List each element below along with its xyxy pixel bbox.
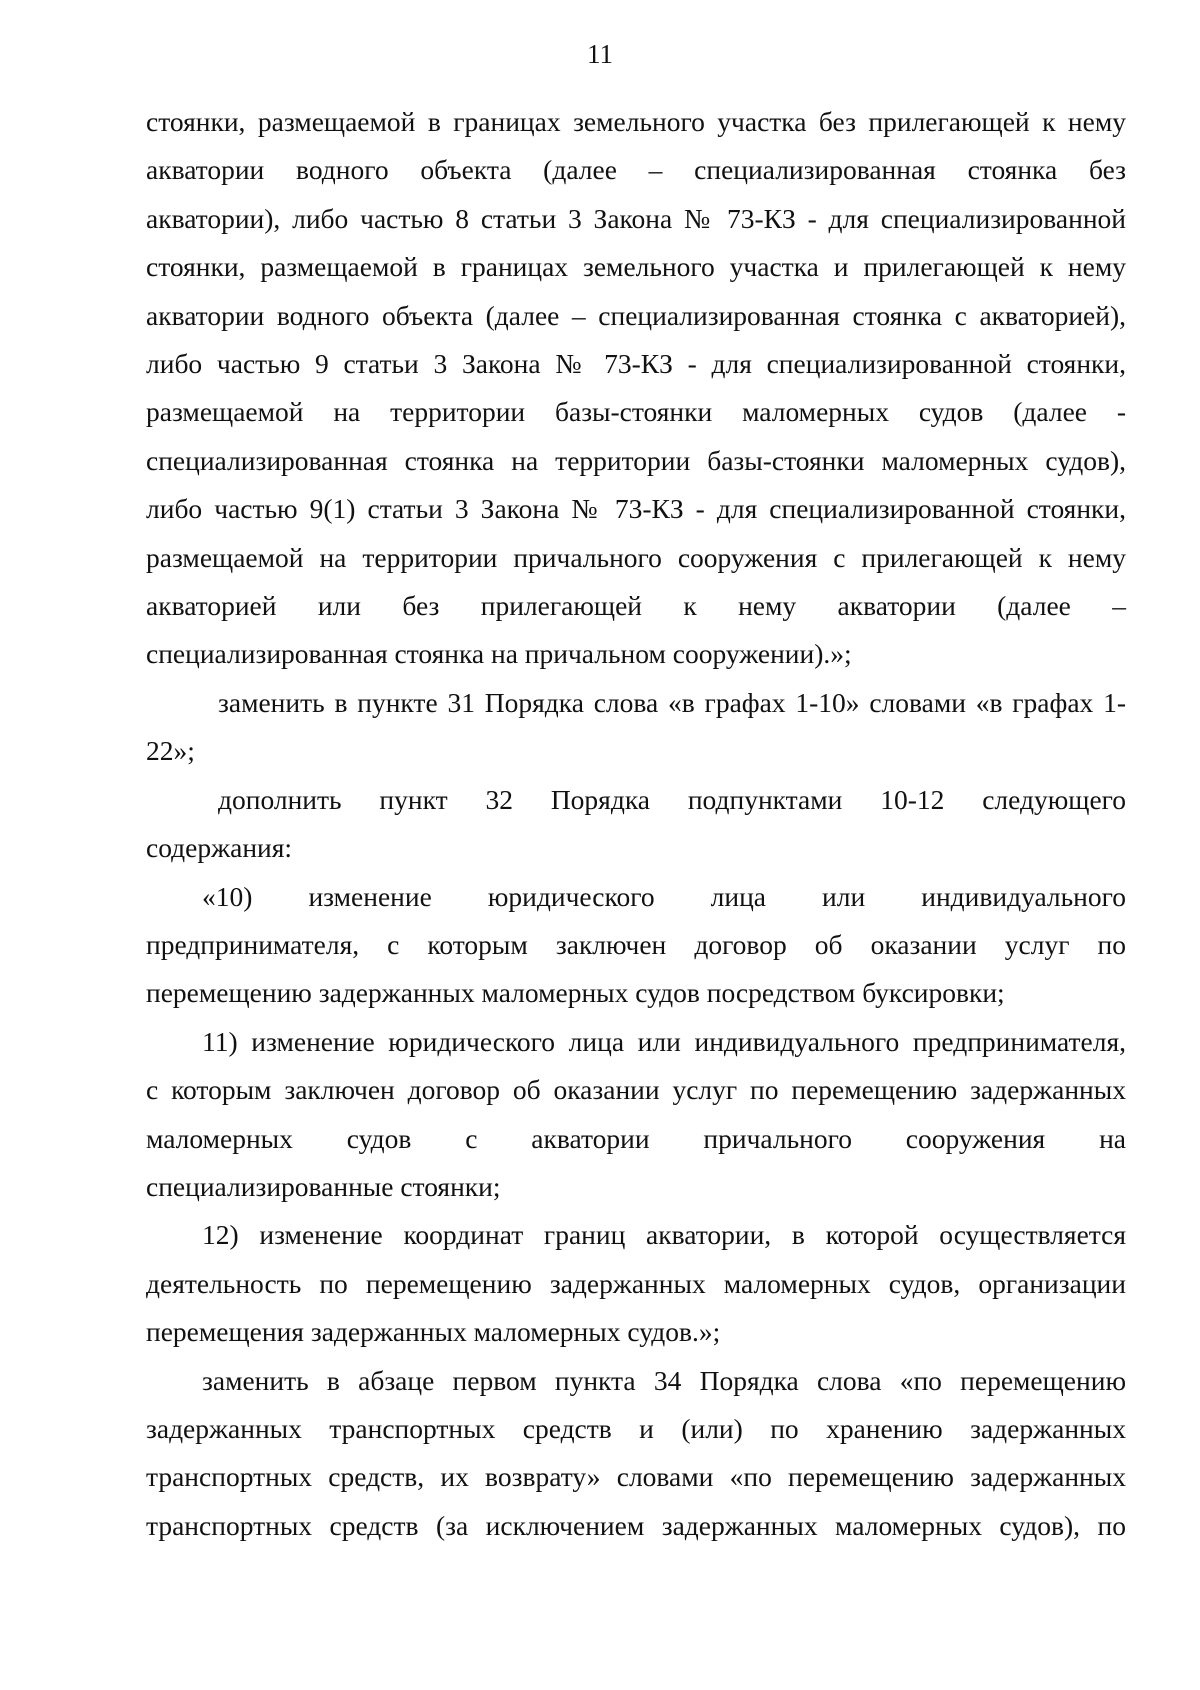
text-line: акваторией или без прилегающей к нему акватории (далее –	[146, 590, 1126, 622]
text-line: с которым заключен договор об оказании услуг по перемещению задержанных	[146, 1074, 1126, 1106]
paragraph-subpoint-11	[146, 1018, 1126, 1212]
paragraph-replace-point-31	[146, 679, 1126, 776]
text-line: размещаемой на территории причального сооружения с прилегающей к нему	[146, 541, 1126, 573]
text-line: перемещения задержанных маломерных судов.»;	[146, 1316, 721, 1348]
text-line: транспортных средств (за исключением задержанных маломерных судов), по	[146, 1509, 1126, 1541]
paragraph-subpoint-12	[146, 1211, 1126, 1356]
text-line: специализированная стоянка на территории базы-стоянки маломерных судов),	[146, 444, 1126, 476]
text-line: «10) изменение юридического лица или индивидуального	[202, 880, 1126, 912]
text-line: транспортных средств, их возврату» словами «по перемещению задержанных	[146, 1461, 1126, 1493]
text-line: заменить в пункте 31 Порядка слова «в графах 1-10» словами «в графах 1-	[218, 686, 1126, 718]
text-line: акватории водного объекта (далее – специализированная стоянка без	[146, 154, 1126, 186]
text-line: специализированные стоянки;	[146, 1170, 501, 1202]
paragraph-replace-point-34	[146, 1357, 1126, 1551]
paragraph-vessel-parking-types	[146, 98, 1126, 679]
text-line: размещаемой на территории базы-стоянки маломерных судов (далее -	[146, 396, 1126, 428]
text-line: акватории), либо частью 8 статьи 3 Закона № 73-КЗ - для специализированной	[146, 202, 1126, 234]
text-line: 11) изменение юридического лица или индивидуального предпринимателя,	[202, 1025, 1126, 1057]
text-line: деятельность по перемещению задержанных маломерных судов, организации	[146, 1267, 1126, 1299]
text-line: дополнить пункт 32 Порядка подпунктами 10-12 следующего	[218, 783, 1126, 815]
document-body	[146, 98, 1126, 1550]
text-line: 22»;	[146, 735, 195, 767]
text-line: 12) изменение координат границ акватории, в которой осуществляется	[202, 1219, 1126, 1251]
text-line: либо частью 9 статьи 3 Закона № 73-КЗ - для специализированной стоянки,	[146, 348, 1126, 380]
text-line: стоянки, размещаемой в границах земельного участка и прилегающей к нему	[146, 251, 1126, 283]
text-line: маломерных судов с акватории причального сооружения на	[146, 1122, 1126, 1154]
text-line: специализированная стоянка на причальном сооружении).»;	[146, 638, 852, 670]
text-line: акватории водного объекта (далее – специализированная стоянка с акваторией),	[146, 299, 1126, 331]
page-number: 11	[587, 39, 613, 69]
text-line: перемещению задержанных маломерных судов посредством буксировки;	[146, 977, 1005, 1009]
text-line: предпринимателя, с которым заключен договор об оказании услуг по	[146, 928, 1126, 960]
text-line: стоянки, размещаемой в границах земельного участка без прилегающей к нему	[146, 106, 1126, 137]
text-line: задержанных транспортных средств и (или) по хранению задержанных	[146, 1412, 1126, 1444]
text-line: содержания:	[146, 832, 293, 864]
paragraph-subpoint-10	[146, 873, 1126, 1018]
text-line: либо частью 9(1) статьи 3 Закона № 73-КЗ - для специализированной стоянки,	[146, 493, 1126, 525]
text-line: заменить в абзаце первом пункта 34 Порядка слова «по перемещению	[202, 1364, 1126, 1396]
paragraph-add-point-32	[146, 776, 1126, 873]
